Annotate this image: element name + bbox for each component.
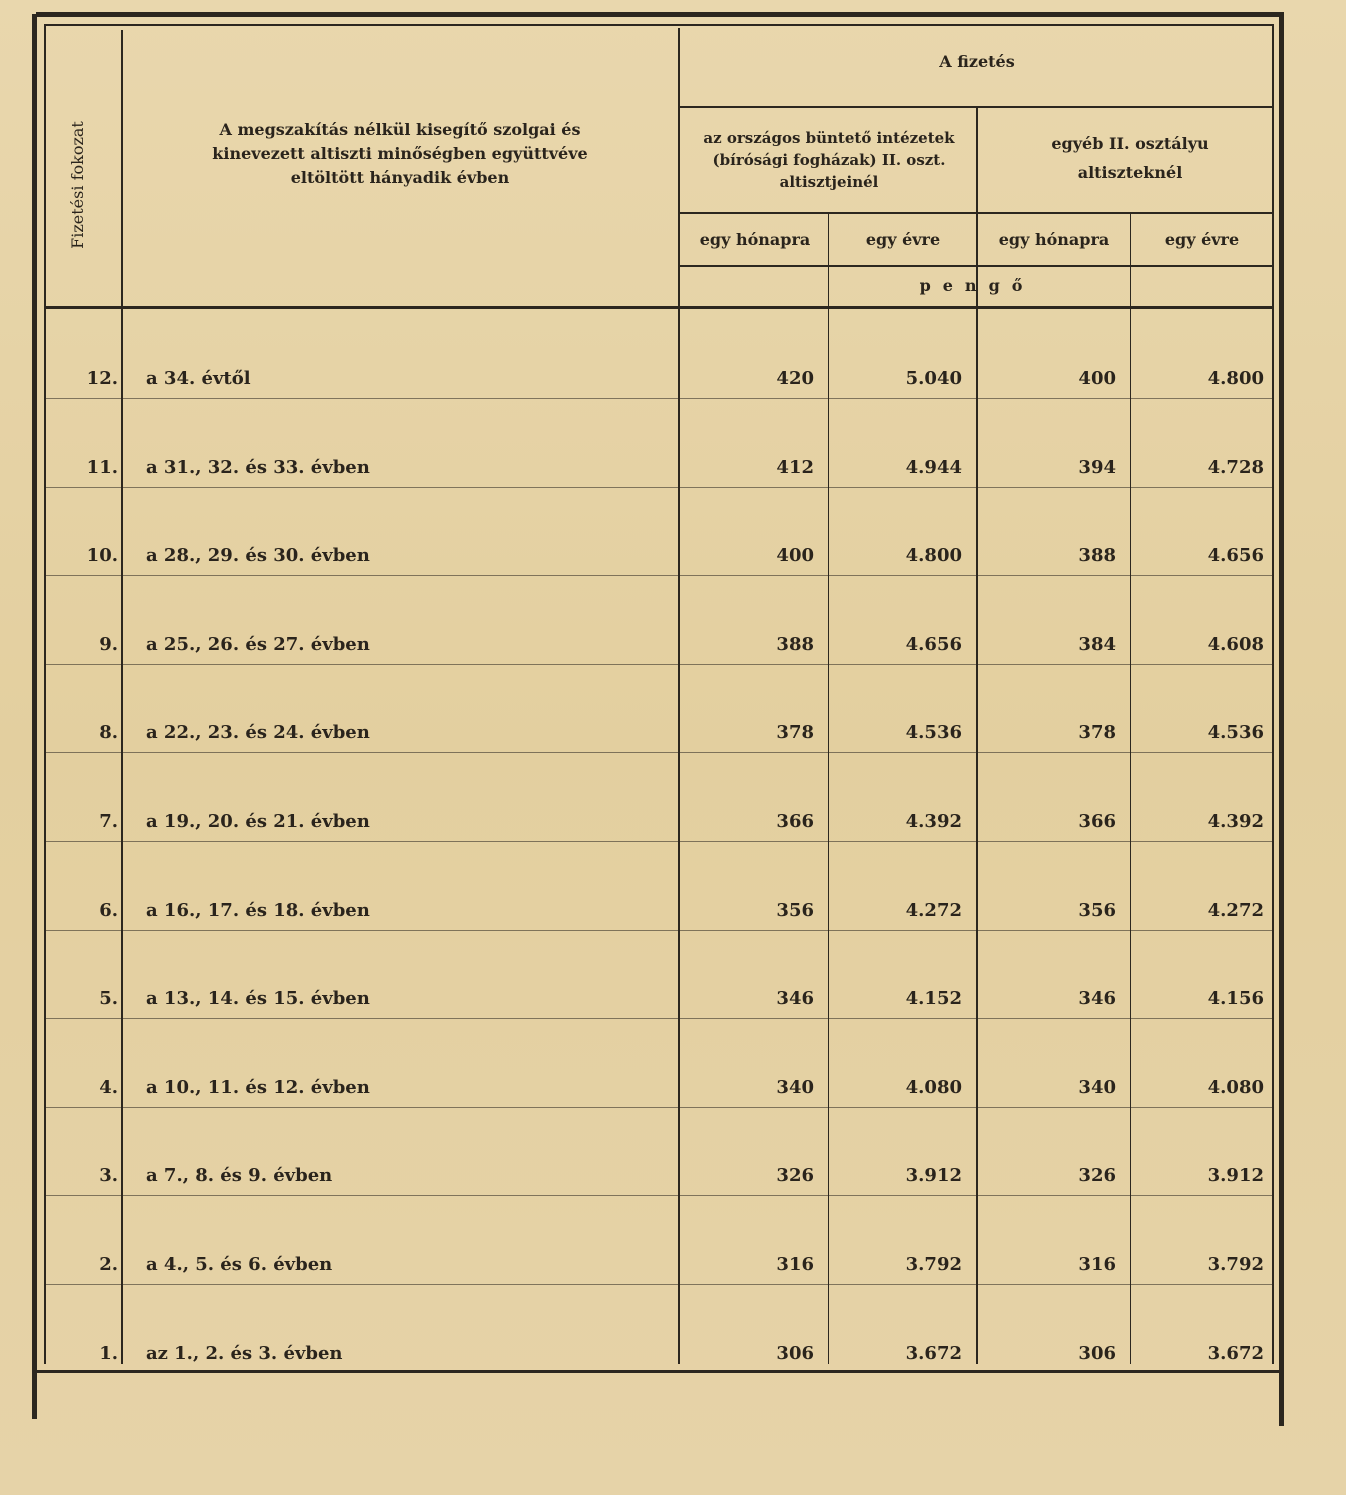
cell-other-year: 3.792 <box>1207 1254 1264 1275</box>
row-separator <box>46 752 1272 753</box>
header-inner-right-rule <box>1272 24 1274 1364</box>
cell-prison-month: 378 <box>776 722 814 743</box>
cell-years: a 4., 5. és 6. évben <box>146 1254 333 1275</box>
cell-prison-month: 346 <box>776 988 814 1009</box>
cell-prison-year: 4.272 <box>905 900 962 921</box>
other-subgroup-header <box>1030 130 1230 188</box>
cell-other-month: 306 <box>1078 1343 1116 1364</box>
other-subgroup-header-text: egyéb II. osztályu altiszteknél <box>1051 134 1209 182</box>
cell-grade: 9. <box>99 634 118 655</box>
rule-header-bottom <box>44 306 1274 309</box>
prison-subgroup-header-text: az országos büntető intézetek (bírósági fogházak) II. oszt. altisztjeinél <box>703 129 955 191</box>
cell-other-year: 3.912 <box>1207 1165 1264 1186</box>
cell-other-month: 340 <box>1078 1077 1116 1098</box>
cell-years: a 13., 14. és 15. évben <box>146 988 370 1009</box>
frame-right-rule <box>1279 14 1284 1426</box>
row-separator <box>46 1107 1272 1108</box>
cell-grade: 5. <box>99 988 118 1009</box>
cell-other-month: 394 <box>1078 457 1116 478</box>
cell-prison-year: 4.800 <box>905 545 962 566</box>
col-divider-grade <box>121 30 123 1364</box>
cell-grade: 3. <box>99 1165 118 1186</box>
cell-prison-month: 388 <box>776 634 814 655</box>
cell-prison-month: 316 <box>776 1254 814 1275</box>
cell-prison-year: 3.672 <box>905 1343 962 1364</box>
cell-other-year: 4.728 <box>1207 457 1264 478</box>
salary-group-header: A fizetés <box>939 52 1015 71</box>
cell-years: a 16., 17. és 18. évben <box>146 900 370 921</box>
cell-other-year: 3.672 <box>1207 1343 1264 1364</box>
row-separator <box>46 487 1272 488</box>
cell-other-month: 326 <box>1078 1165 1116 1186</box>
row-separator <box>46 1284 1272 1285</box>
cell-grade: 4. <box>99 1077 118 1098</box>
grade-column-header: Fizetési fokozat <box>68 121 87 249</box>
row-separator <box>46 930 1272 931</box>
frame-bottom-rule <box>36 1370 1280 1373</box>
col-divider-other <box>1130 214 1131 1364</box>
row-separator <box>46 664 1272 665</box>
cell-years: a 10., 11. és 12. évben <box>146 1077 370 1098</box>
col-divider-years <box>678 28 680 1364</box>
cell-prison-month: 420 <box>776 368 814 389</box>
cell-other-year: 4.536 <box>1207 722 1264 743</box>
other-per-year-header: egy évre <box>1164 230 1240 249</box>
prison-subgroup-header <box>688 128 970 193</box>
cell-grade: 1. <box>99 1343 118 1364</box>
col-divider-prison <box>828 214 829 1364</box>
cell-other-year: 4.392 <box>1207 811 1264 832</box>
years-column-header-text: A megszakítás nélkül kisegítő szolgai és kinevezett altiszti minőségben együttvéve eltöltött hányadik évben <box>212 120 588 187</box>
cell-prison-year: 4.152 <box>905 988 962 1009</box>
cell-other-month: 346 <box>1078 988 1116 1009</box>
cell-years: a 7., 8. és 9. évben <box>146 1165 333 1186</box>
cell-grade: 10. <box>86 545 118 566</box>
cell-prison-year: 3.912 <box>905 1165 962 1186</box>
cell-other-year: 4.608 <box>1207 634 1264 655</box>
cell-other-year: 4.800 <box>1207 368 1264 389</box>
cell-grade: 6. <box>99 900 118 921</box>
row-separator <box>46 1195 1272 1196</box>
cell-other-month: 400 <box>1078 368 1116 389</box>
currency-unit-label: pengő <box>919 276 1035 295</box>
cell-years: az 1., 2. és 3. évben <box>146 1343 343 1364</box>
cell-years: a 31., 32. és 33. évben <box>146 457 370 478</box>
row-separator <box>46 398 1272 399</box>
cell-prison-month: 400 <box>776 545 814 566</box>
cell-prison-month: 356 <box>776 900 814 921</box>
frame-top-rule <box>36 12 1284 17</box>
cell-grade: 12. <box>86 368 118 389</box>
row-separator <box>46 575 1272 576</box>
cell-other-month: 356 <box>1078 900 1116 921</box>
years-column-header <box>175 118 625 190</box>
cell-grade: 11. <box>86 457 118 478</box>
other-per-month-header: egy hónapra <box>998 230 1110 249</box>
cell-prison-year: 5.040 <box>905 368 962 389</box>
cell-prison-year: 4.656 <box>905 634 962 655</box>
cell-prison-month: 366 <box>776 811 814 832</box>
cell-prison-month: 340 <box>776 1077 814 1098</box>
frame-left-rule <box>32 14 37 1419</box>
rule-below-group <box>680 106 1274 108</box>
cell-other-year: 4.156 <box>1207 988 1264 1009</box>
prison-per-year-header: egy évre <box>865 230 941 249</box>
cell-other-month: 388 <box>1078 545 1116 566</box>
cell-prison-year: 4.944 <box>905 457 962 478</box>
cell-prison-year: 4.392 <box>905 811 962 832</box>
cell-prison-year: 4.080 <box>905 1077 962 1098</box>
row-separator <box>46 841 1272 842</box>
cell-grade: 2. <box>99 1254 118 1275</box>
rule-below-periods <box>680 265 1274 267</box>
cell-other-month: 366 <box>1078 811 1116 832</box>
cell-prison-year: 3.792 <box>905 1254 962 1275</box>
prison-per-month-header: egy hónapra <box>699 230 811 249</box>
cell-years: a 28., 29. és 30. évben <box>146 545 370 566</box>
cell-prison-year: 4.536 <box>905 722 962 743</box>
cell-other-year: 4.656 <box>1207 545 1264 566</box>
cell-prison-month: 412 <box>776 457 814 478</box>
cell-prison-month: 306 <box>776 1343 814 1364</box>
cell-other-month: 384 <box>1078 634 1116 655</box>
header-inner-top-rule <box>44 24 1274 26</box>
cell-other-year: 4.272 <box>1207 900 1264 921</box>
cell-years: a 22., 23. és 24. évben <box>146 722 370 743</box>
header-inner-left-rule <box>44 24 46 1364</box>
row-separator <box>46 1018 1272 1019</box>
cell-other-month: 378 <box>1078 722 1116 743</box>
cell-years: a 34. évtől <box>146 368 251 389</box>
cell-grade: 8. <box>99 722 118 743</box>
cell-prison-month: 326 <box>776 1165 814 1186</box>
cell-years: a 25., 26. és 27. évben <box>146 634 370 655</box>
cell-grade: 7. <box>99 811 118 832</box>
cell-other-month: 316 <box>1078 1254 1116 1275</box>
cell-years: a 19., 20. és 21. évben <box>146 811 370 832</box>
rule-below-subgroups <box>680 212 1274 214</box>
cell-other-year: 4.080 <box>1207 1077 1264 1098</box>
